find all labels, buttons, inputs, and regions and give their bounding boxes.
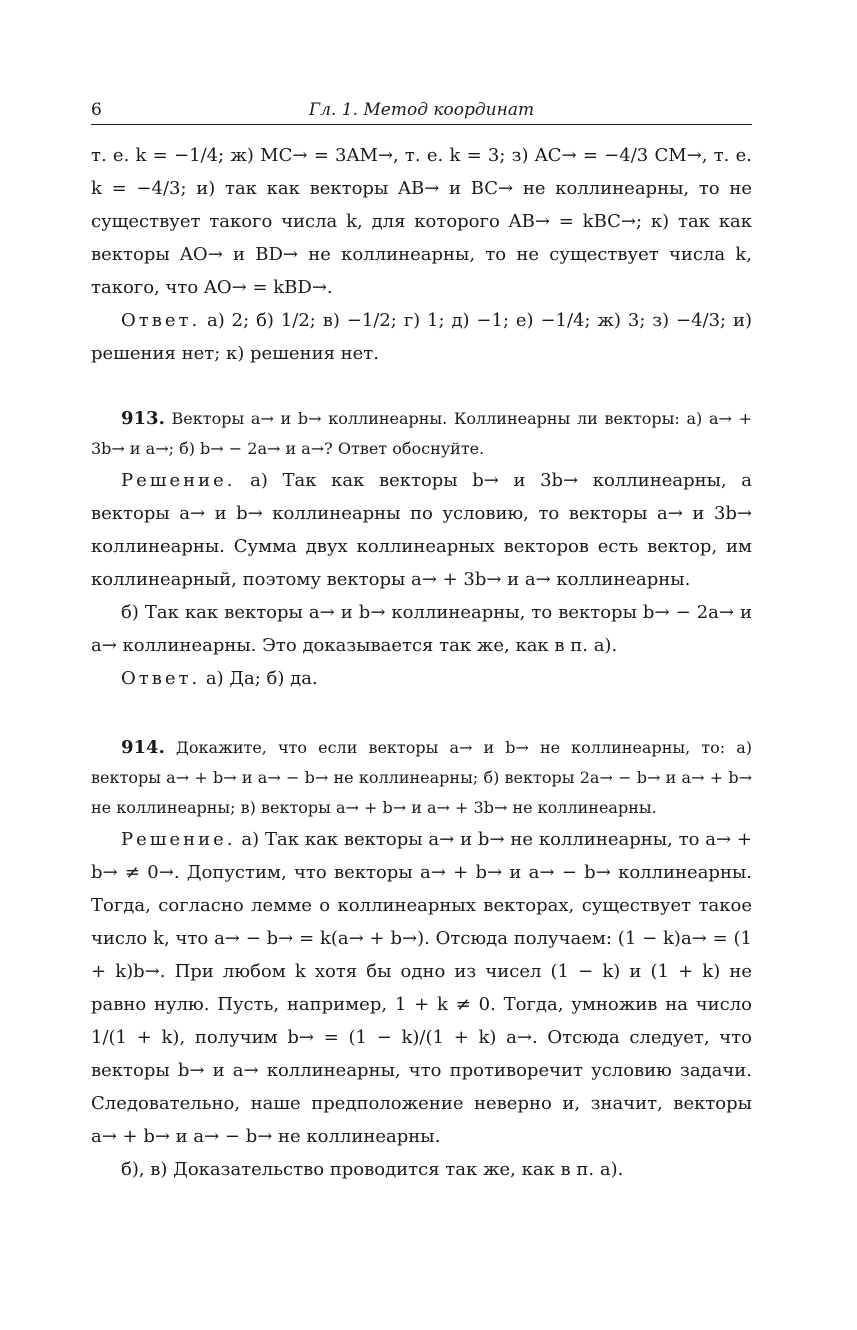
running-header	[91, 96, 752, 125]
answer-label: Ответ.	[121, 310, 201, 331]
continued-solution: т. е. k = −1/4; ж) MC→ = 3AM→, т. е. k = 3; з) AC→ = −4/3 CM→, т. е. k = −4/3; и) так как векторы AB→ и BC→ не коллинеарны, то не существует такого числа k, для которого AB→ = kBC→; к) так как векторы AO→ и BD→ не коллинеарны, то не существует числа k, такого, что AO→ = kBD→.	[91, 145, 753, 298]
problem-913-solution-a	[91, 464, 752, 596]
page	[91, 96, 752, 1186]
problem-914-solution-bc: б), в) Доказательство проводится так же, как в п. а).	[121, 1159, 624, 1180]
problem-914-statement	[91, 733, 752, 823]
page-number: 6	[91, 100, 102, 120]
problem-913-statement	[91, 404, 752, 464]
answer-text: а) Да; б) да.	[200, 668, 318, 689]
solution-label: Решение.	[121, 470, 236, 491]
answer-label: Ответ.	[121, 668, 201, 689]
problem-914-solution-a	[91, 823, 752, 1153]
problem-914-text: Докажите, что если векторы a→ и b→ не коллинеарны, то: а) векторы a→ + b→ и a→ − b→ не коллинеарны; б) векторы 2a→ − b→ и a→ + b→ не коллинеарны; в) векторы a→ + b→ и a→ + 3b→ не коллинеарны.	[91, 738, 752, 817]
solution-a-text: а) Так как векторы a→ и b→ не коллинеарны, то a→ + b→ ≠ 0→. Допустим, что векторы a→ + b→ и a→ − b→ коллинеарны. Тогда, согласно лемме о коллинеарных векторах, существует такое число k, что a→ − b→ = k(a→ + b→). Отсюда получаем: (1 − k)a→ = (1 + k)b→. При любом k хотя бы одно из чисел (1 − k) и (1 + k) не равно нулю. Пусть, например, 1 + k ≠ 0. Тогда, умножив на число 1/(1 + k), получим b→ = (1 − k)/(1 + k) a→. Отсюда следует, что векторы b→ и a→ коллинеарны, что противоречит условию задачи. Следовательно, наше предположение неверно и, значит, векторы a→ + b→ и a→ − b→ не коллинеарны.	[91, 829, 752, 1147]
problem-913-text: Векторы a→ и b→ коллинеарны. Коллинеарны ли векторы: а) a→ + 3b→ и a→; б) b→ − 2a→ и a→? Ответ обоснуйте.	[91, 409, 752, 458]
answer-912	[91, 304, 752, 370]
problem-913-answer	[91, 662, 752, 695]
answer-text: а) 2; б) 1/2; в) −1/2; г) 1; д) −1; е) −1/4; ж) 3; з) −4/3; и) решения нет; к) решения нет.	[91, 310, 752, 364]
solution-label: Решение.	[121, 829, 236, 850]
solution-a-text: а) Так как векторы b→ и 3b→ коллинеарны, а векторы a→ и b→ коллинеарны по условию, то векторы a→ и 3b→ коллинеарны. Сумма двух коллинеарных векторов есть вектор, им коллинеарный, поэтому векторы a→ + 3b→ и a→ коллинеарны.	[91, 470, 752, 590]
problem-913-solution-b: б) Так как векторы a→ и b→ коллинеарны, то векторы b→ − 2a→ и a→ коллинеарны. Это доказывается так же, как в п. а).	[91, 602, 752, 656]
problem-913-number: 913.	[121, 408, 165, 429]
running-title: Гл. 1. Метод координат	[308, 100, 535, 120]
problem-914-number: 914.	[121, 737, 165, 758]
